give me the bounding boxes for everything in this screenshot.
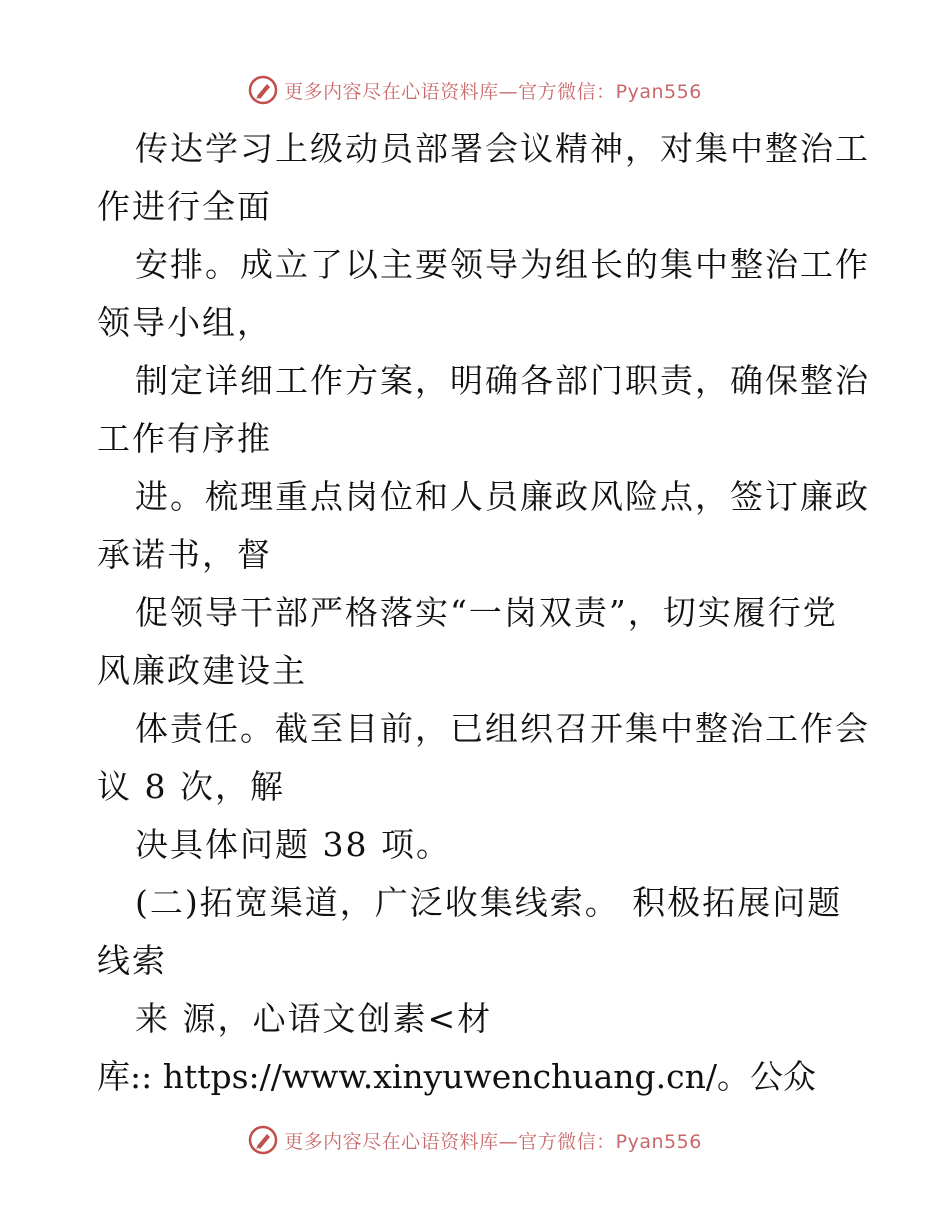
paragraph-line: 促领导干部严格落实“一岗双责”，切实履行党	[135, 593, 838, 632]
paragraph-line: 线索	[97, 941, 167, 980]
paragraph-line: 进。梳理重点岗位和人员廉政风险点，签订廉政	[135, 477, 870, 516]
paragraph-line: 作进行全面	[97, 187, 272, 226]
header-watermark	[0, 70, 950, 110]
paragraph-line: 决具体问题 38 项。	[135, 825, 451, 864]
footer-watermark-text: 更多内容尽在心语资料库—官方微信：Pyan556	[284, 1130, 702, 1153]
pen-logo-icon	[248, 75, 278, 105]
paragraph-line: 议 8 次，解	[97, 767, 285, 806]
paragraph-line: 领导小组，	[97, 303, 272, 342]
paragraph-line: 制定详细工作方案，明确各部门职责，确保整治	[135, 361, 870, 400]
paragraph-line: 传达学习上级动员部署会议精神，对集中整治工	[135, 129, 870, 168]
paragraph-line: 来 源，心语文创素<材	[135, 999, 493, 1038]
paragraph-line: 承诺书，督	[97, 535, 272, 574]
paragraph-line: 安排。成立了以主要领导为组长的集中整治工作	[135, 245, 870, 284]
footer-watermark	[0, 1120, 950, 1160]
paragraph-line: 风廉政建设主	[97, 651, 307, 690]
paragraph-line: 体责任。截至目前，已组织召开集中整治工作会	[135, 709, 870, 748]
document-body	[97, 120, 870, 1106]
pen-logo-icon	[248, 1125, 278, 1155]
section-heading-line: (二)拓宽渠道，广泛收集线索。 积极拓展问题	[135, 883, 843, 922]
paragraph-line: 工作有序推	[97, 419, 272, 458]
header-watermark-text: 更多内容尽在心语资料库—官方微信：Pyan556	[284, 80, 702, 103]
url-line: 库:: https://www.xinyuwenchuang.cn/。公众	[97, 1057, 816, 1096]
